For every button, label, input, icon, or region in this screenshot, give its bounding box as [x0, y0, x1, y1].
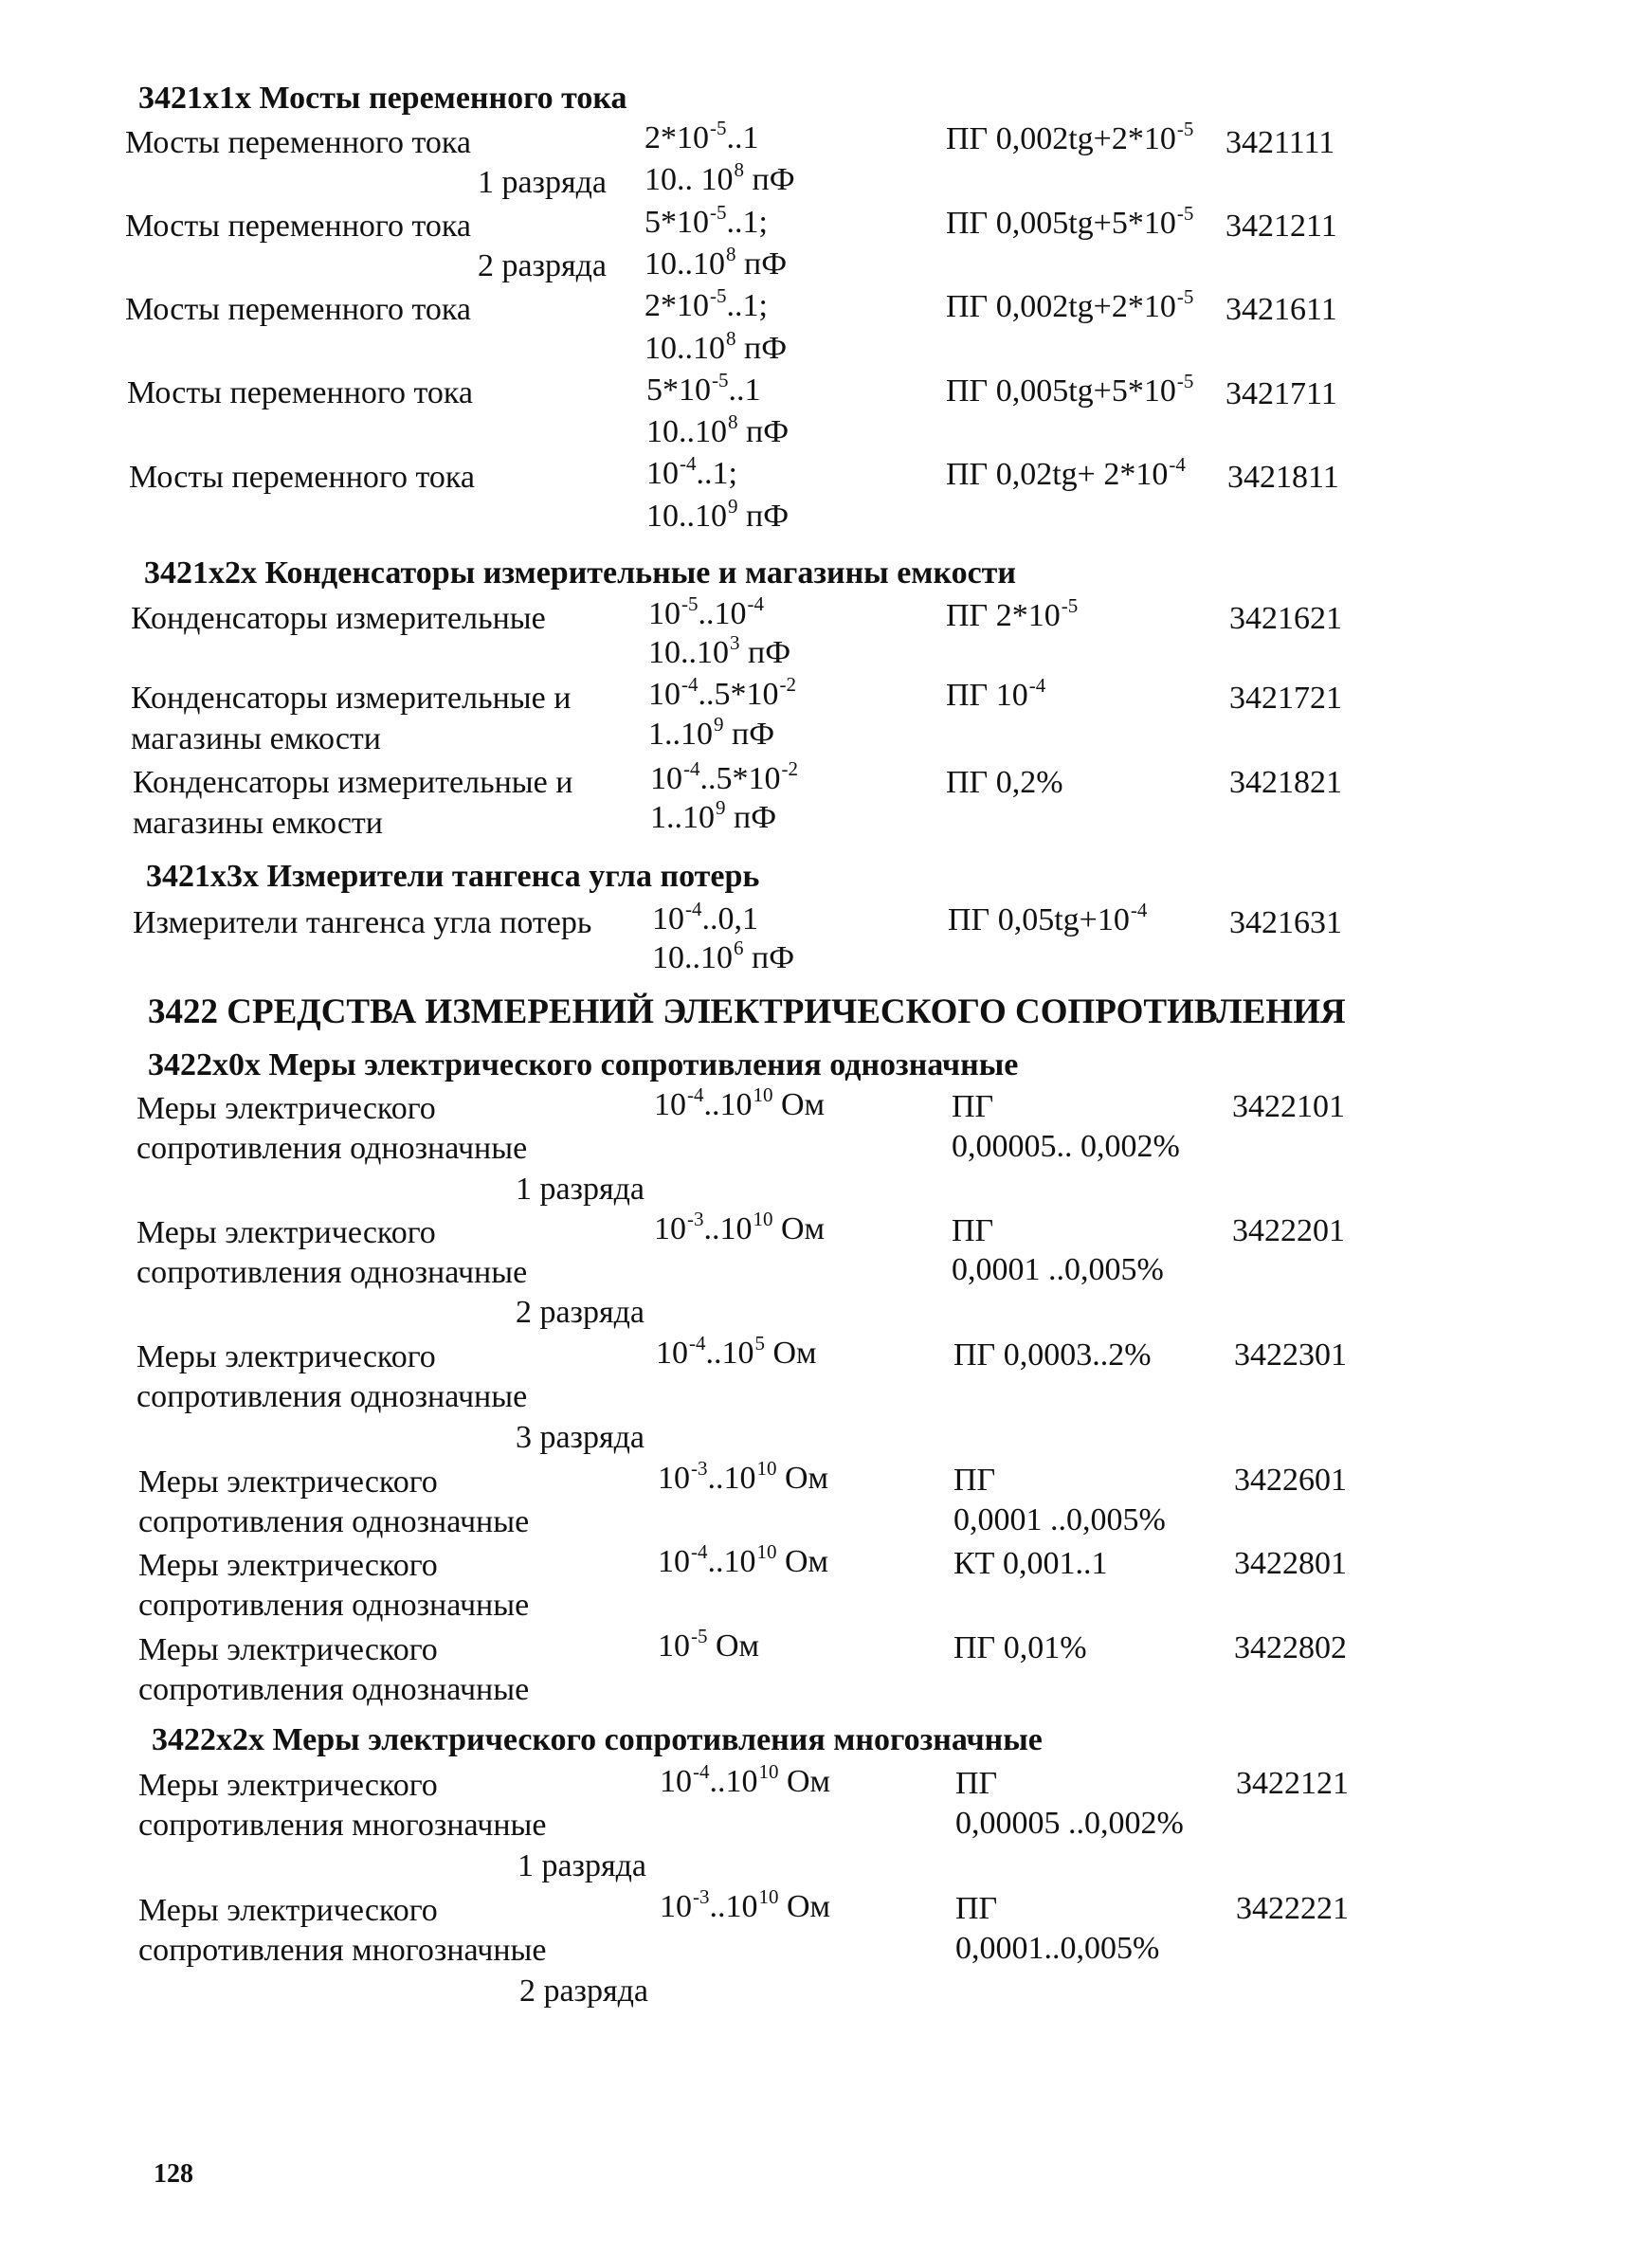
- instrument-name: Конденсаторы измерительные: [131, 601, 546, 636]
- value-cell: $10^{-4}..0,1$: [652, 898, 758, 937]
- value-cell: $10^{-4}..5*10^{-2}$: [648, 673, 796, 712]
- value-cell: $10^{-3}..10^{10}$ Ом: [658, 1457, 829, 1496]
- instrument-name: Меры электрического: [136, 1339, 436, 1374]
- value-cell: 3421711: [1225, 376, 1337, 411]
- value-cell: ПГ $0,005tg+5*10^{-5}$: [946, 370, 1194, 409]
- value-cell: $10^{-3}..10^{10}$ Ом: [660, 1885, 831, 1924]
- value-cell: $2*10^{-5}..1$;: [644, 284, 768, 323]
- instrument-name: Меры электрического: [138, 1632, 438, 1667]
- value-cell: 0,00005.. 0,002%: [952, 1129, 1180, 1164]
- page-number: 128: [154, 2159, 193, 2189]
- value-cell: 3422301: [1234, 1337, 1347, 1373]
- section-heading: 3422x0x Меры электрического сопротивления однозначные: [148, 1047, 1019, 1082]
- value-cell: ПГ: [955, 1891, 998, 1926]
- instrument-name: Измерители тангенса угла потерь: [133, 905, 592, 940]
- value-cell: 10..10$^8$ пФ: [644, 243, 788, 282]
- value-cell: 10..10$^6$ пФ: [652, 937, 795, 975]
- instrument-name: сопротивления однозначные: [138, 1504, 530, 1539]
- value-cell: $5*10^{-5}..1$: [646, 369, 761, 408]
- instrument-name: Мосты переменного тока: [129, 460, 476, 495]
- section-heading: 3421x1x Мосты переменного тока: [138, 81, 627, 116]
- section-heading: 3421x3x Измерители тангенса угла потерь: [146, 859, 760, 894]
- value-cell: ПГ: [953, 1463, 996, 1498]
- instrument-name: Мосты переменного тока: [125, 292, 472, 327]
- value-cell: ПГ $2*10^{-5}$: [946, 594, 1079, 633]
- section-heading: 3421x2x Конденсаторы измерительные и магазины емкости: [144, 555, 1016, 591]
- value-cell: 0,00005 ..0,002%: [955, 1806, 1184, 1841]
- value-cell: ПГ 0,01%: [953, 1630, 1087, 1665]
- category-rank: 3 разряда: [515, 1420, 644, 1455]
- value-cell: 0,0001 ..0,005%: [953, 1502, 1166, 1537]
- instrument-name: Конденсаторы измерительные и: [131, 681, 572, 716]
- value-cell: 10..10$^3$ пФ: [648, 631, 791, 670]
- instrument-name: сопротивления многозначные: [138, 1808, 547, 1843]
- category-rank: 1 разряда: [515, 1172, 644, 1207]
- value-cell: 10..10$^9$ пФ: [646, 495, 790, 534]
- value-cell: $10^{-3}..10^{10}$ Ом: [654, 1208, 826, 1246]
- instrument-name: Меры электрического: [138, 1768, 438, 1803]
- category-rank: 2 разряда: [477, 248, 607, 283]
- instrument-name: сопротивления однозначные: [136, 1255, 528, 1290]
- value-cell: ПГ $0,05tg+10^{-4}$: [948, 899, 1148, 937]
- value-cell: 3421821: [1229, 765, 1342, 800]
- value-cell: 3421611: [1225, 292, 1337, 327]
- value-cell: ПГ $10^{-4}$: [946, 674, 1046, 713]
- value-cell: ПГ 0,0003..2%: [953, 1337, 1152, 1373]
- value-cell: $10^{-4}..5*10^{-2}$: [650, 757, 798, 796]
- value-cell: 3422221: [1236, 1891, 1349, 1926]
- instrument-name: сопротивления однозначные: [136, 1379, 528, 1414]
- instrument-name: сопротивления однозначные: [138, 1588, 530, 1623]
- value-cell: 3422601: [1234, 1463, 1347, 1498]
- value-cell: $10^{-4}..10^{10}$ Ом: [658, 1540, 829, 1579]
- instrument-name: Мосты переменного тока: [125, 125, 472, 160]
- value-cell: 0,0001 ..0,005%: [952, 1252, 1164, 1287]
- chapter-heading: 3422 СРЕДСТВА ИЗМЕРЕНИЙ ЭЛЕКТРИЧЕСКОГО СОПРОТИВЛЕНИЯ: [148, 992, 1346, 1031]
- instrument-name: сопротивления однозначные: [138, 1672, 530, 1707]
- value-cell: $10^{-4}..10^{10}$ Ом: [654, 1083, 826, 1122]
- value-cell: ПГ $0,002tg+2*10^{-5}$: [946, 285, 1194, 324]
- value-cell: КТ 0,001..1: [953, 1546, 1108, 1581]
- instrument-name: Меры электрического: [138, 1548, 438, 1583]
- instrument-name: Меры электрического: [136, 1091, 436, 1126]
- value-cell: $10^{-4}..1$;: [646, 452, 737, 491]
- instrument-name: Меры электрического: [138, 1464, 438, 1500]
- value-cell: ПГ: [952, 1089, 994, 1124]
- value-cell: 3422802: [1234, 1630, 1347, 1665]
- value-cell: $10^{-4}..10^{10}$ Ом: [660, 1760, 831, 1799]
- value-cell: 0,0001..0,005%: [955, 1931, 1160, 1966]
- instrument-name: магазины емкости: [131, 721, 381, 756]
- value-cell: 3421621: [1229, 601, 1342, 636]
- value-cell: ПГ $0,005tg+5*10^{-5}$: [946, 202, 1194, 241]
- category-rank: 2 разряда: [515, 1295, 644, 1330]
- value-cell: $2*10^{-5}..1$: [644, 117, 759, 155]
- instrument-name: магазины емкости: [133, 806, 383, 841]
- value-cell: 3421111: [1225, 125, 1335, 160]
- value-cell: 3422201: [1232, 1213, 1345, 1248]
- value-cell: 10..10$^8$ пФ: [644, 327, 788, 366]
- instrument-name: Мосты переменного тока: [125, 209, 472, 244]
- value-cell: ПГ $0,02tg+ 2*10^{-4}$: [946, 453, 1186, 492]
- value-cell: $10^{-4}..10^5$ Ом: [656, 1332, 817, 1371]
- category-rank: 1 разряда: [477, 165, 607, 200]
- value-cell: 3422121: [1236, 1766, 1349, 1801]
- instrument-name: Мосты переменного тока: [127, 375, 474, 410]
- value-cell: 1..10$^9$ пФ: [648, 713, 775, 752]
- instrument-name: Меры электрического: [138, 1893, 438, 1928]
- value-cell: $5*10^{-5}..1$;: [644, 201, 768, 240]
- value-cell: ПГ 0,2%: [946, 765, 1063, 800]
- section-heading: 3422x2x Меры электрического сопротивления многозначные: [152, 1722, 1043, 1757]
- value-cell: 10..10$^8$ пФ: [646, 410, 790, 449]
- instrument-name: Конденсаторы измерительные и: [133, 765, 573, 800]
- value-cell: 3421211: [1225, 209, 1337, 244]
- value-cell: ПГ: [952, 1213, 994, 1248]
- value-cell: $10^{-5}$ Ом: [658, 1625, 760, 1664]
- value-cell: 3421811: [1227, 460, 1339, 495]
- value-cell: 3421721: [1229, 681, 1342, 716]
- value-cell: 3422101: [1232, 1089, 1345, 1124]
- category-rank: 2 разряда: [518, 1973, 648, 2009]
- value-cell: 3421631: [1229, 905, 1342, 940]
- value-cell: $10^{-5}..10^{-4}$: [648, 592, 764, 631]
- value-cell: 3422801: [1234, 1546, 1347, 1581]
- value-cell: ПГ: [955, 1766, 998, 1801]
- value-cell: 1..10$^9$ пФ: [650, 796, 777, 835]
- value-cell: ПГ $0,002tg+2*10^{-5}$: [946, 118, 1194, 156]
- value-cell: 10.. $10^8$ пФ: [644, 158, 795, 197]
- instrument-name: сопротивления однозначные: [136, 1131, 528, 1166]
- instrument-name: сопротивления многозначные: [138, 1933, 547, 1968]
- instrument-name: Меры электрического: [136, 1215, 436, 1250]
- category-rank: 1 разряда: [517, 1848, 646, 1883]
